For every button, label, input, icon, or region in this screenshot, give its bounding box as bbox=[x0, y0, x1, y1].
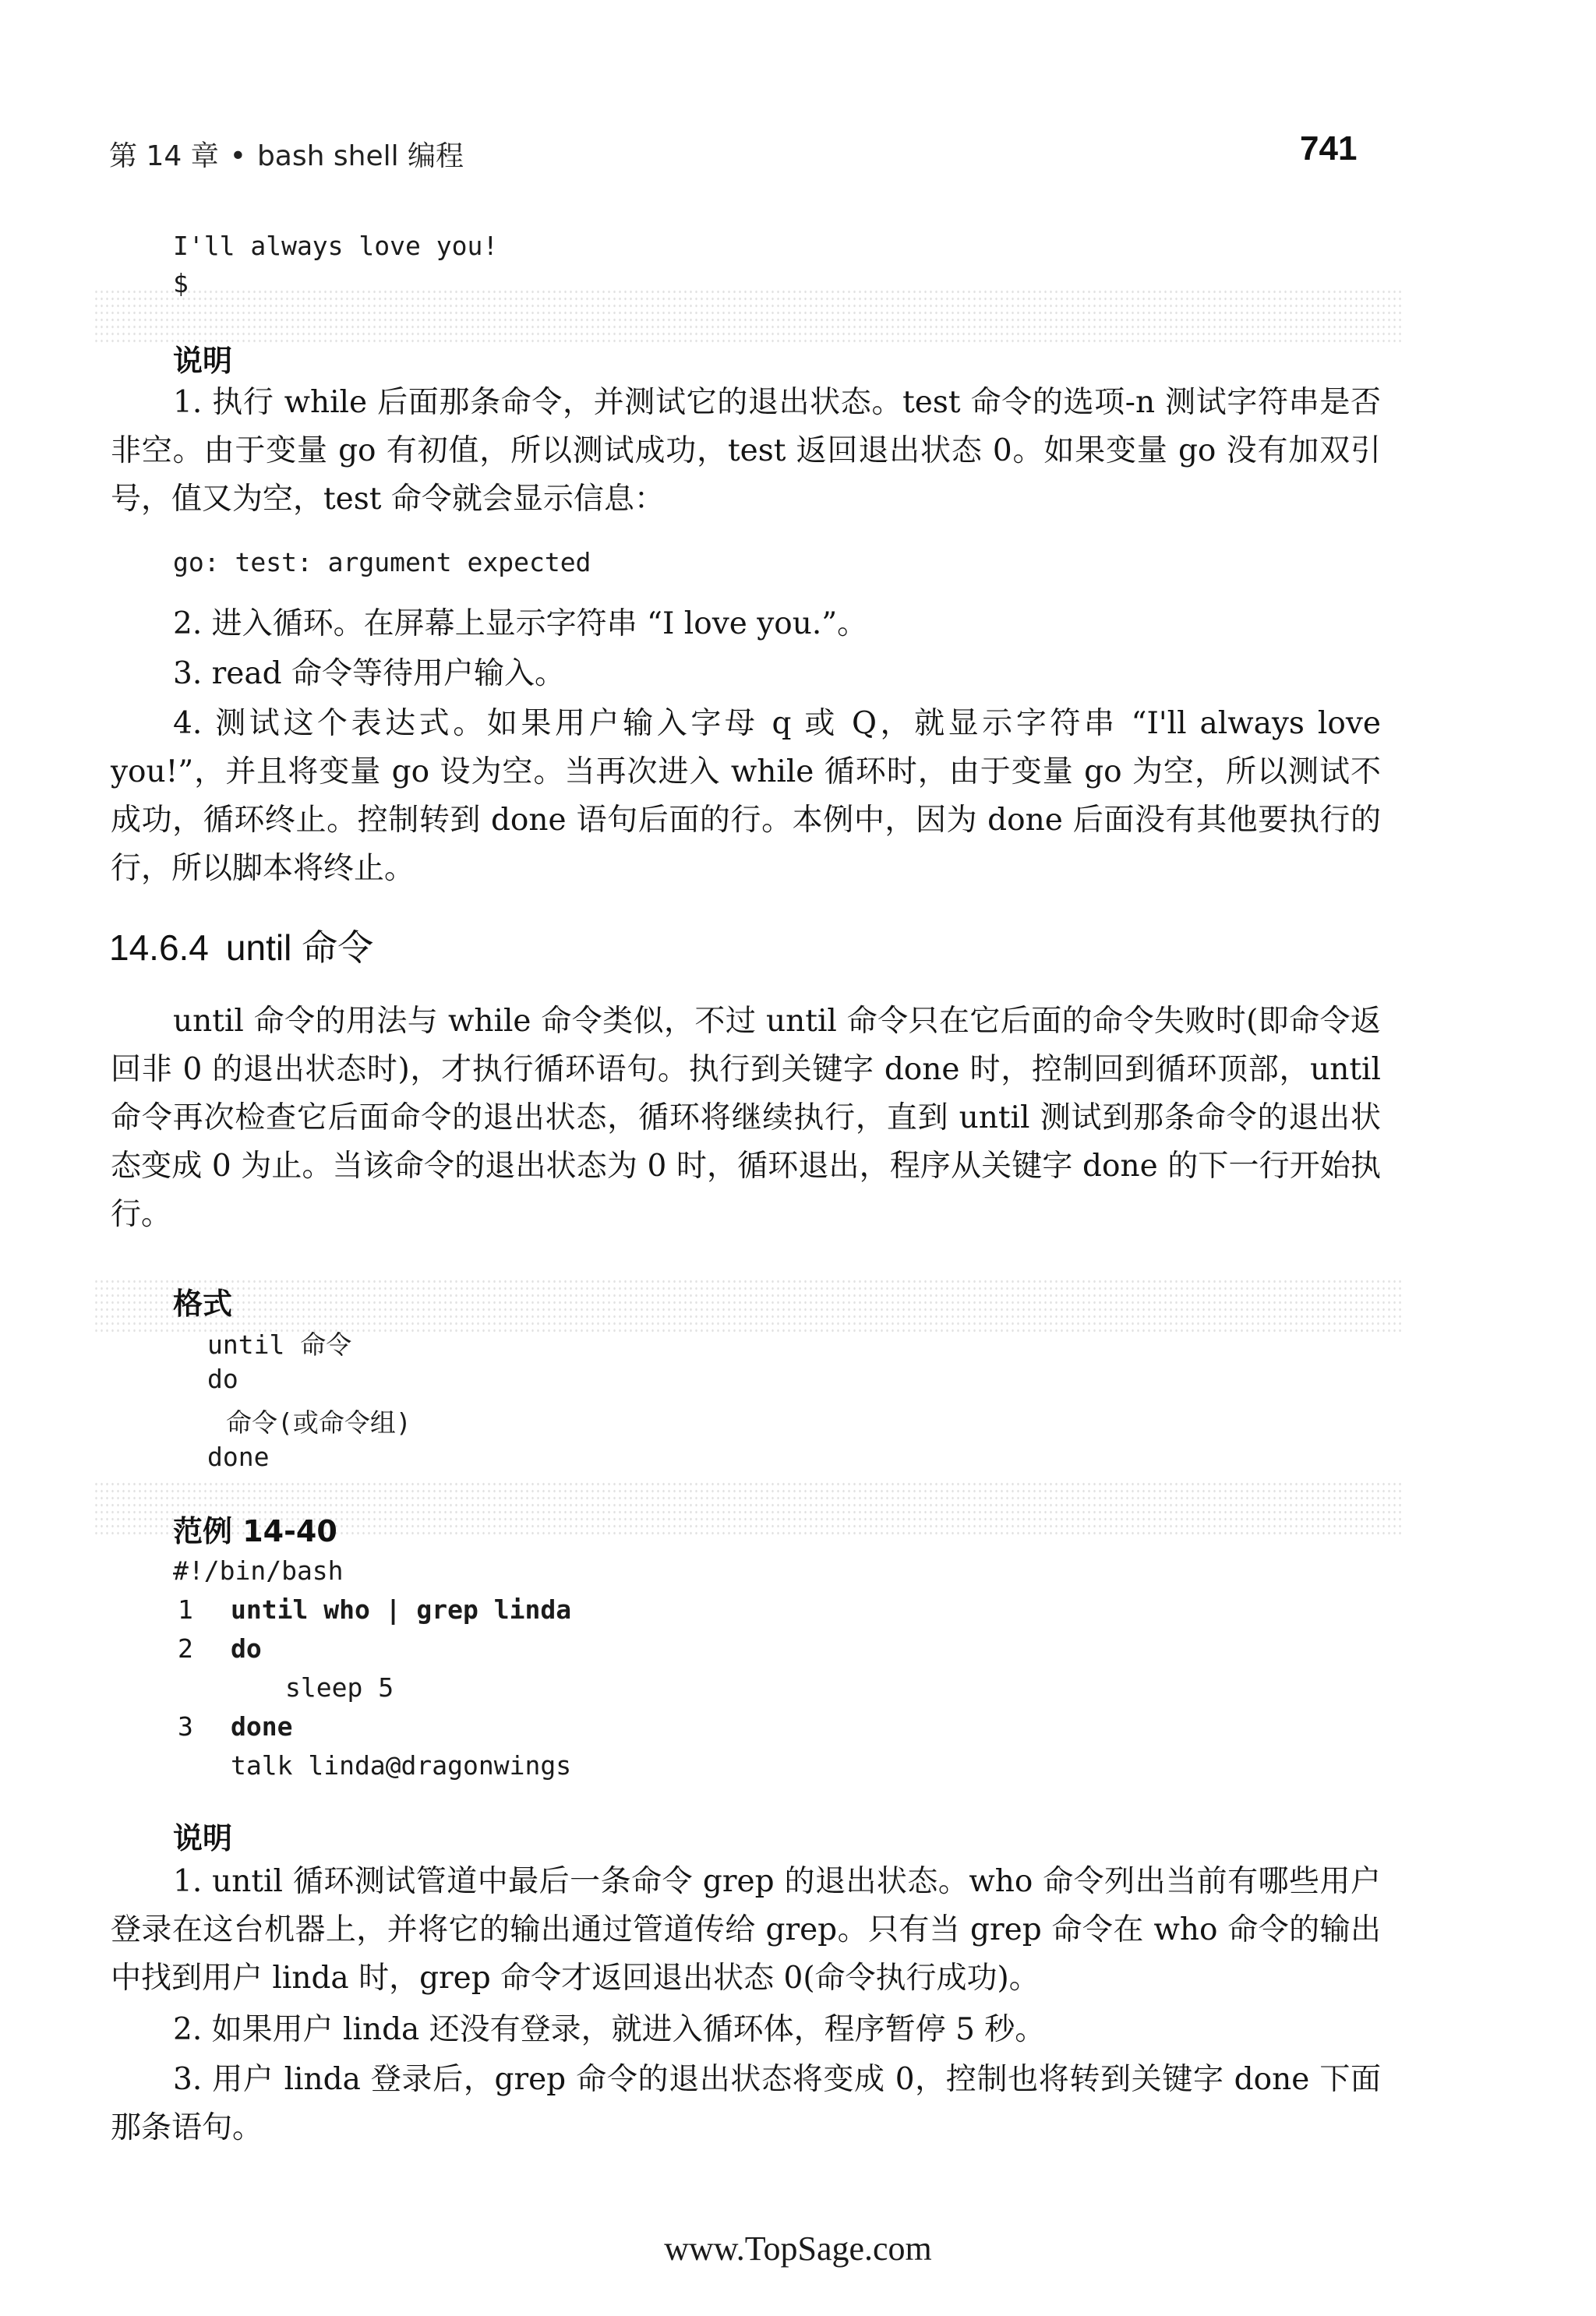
code-line-number: 3 bbox=[178, 1711, 193, 1742]
code-line: do bbox=[231, 1633, 262, 1664]
explanation-item-2: 2. 如果用户 linda 还没有登录，就进入循环体，程序暂停 5 秒。 bbox=[173, 2012, 1046, 2047]
page-number: 741 bbox=[1300, 129, 1358, 168]
format-label: 格式 bbox=[173, 1287, 233, 1321]
chapter-title: bash shell 编程 bbox=[256, 140, 464, 172]
explanation-item-3: 3. read 命令等待用户输入。 bbox=[173, 656, 565, 691]
format-line: do bbox=[207, 1364, 238, 1394]
error-message-code: go: test: argument expected bbox=[173, 547, 591, 577]
code-line: talk linda@dragonwings bbox=[231, 1750, 572, 1781]
code-line-number: 1 bbox=[178, 1594, 193, 1625]
running-header bbox=[109, 134, 464, 174]
format-line: 命令(或命令组) bbox=[226, 1407, 411, 1438]
section-paragraph: until 命令的用法与 while 命令类似，不过 until 命令只在它后面的命令失败时(即命令返回非 0 的退出状态时)，才执行循环语句。执行到关键字 done 时，控制回到循环顶部，until 命令再次检查它后面命令的退出状态，循环将继续执行，直到 until 测试到那条命令的退出状态变成 0 为止。当该命令的退出状态为 0 时，循环退出，程序从关键字 done 的下一行开始执行。 bbox=[111, 1004, 1381, 1232]
format-line: until 命令 bbox=[207, 1329, 352, 1360]
code-prompt: $ bbox=[173, 268, 189, 298]
format-line: done bbox=[207, 1442, 270, 1472]
code-line: sleep 5 bbox=[285, 1672, 394, 1703]
code-shebang: #!/bin/bash bbox=[173, 1555, 344, 1586]
explanation-label: 说明 bbox=[173, 1821, 233, 1855]
explanation-item-2: 2. 进入循环。在屏幕上显示字符串 “I love you.”。 bbox=[173, 606, 868, 641]
example-label: 范例 14-40 bbox=[173, 1514, 337, 1548]
code-line-number: 2 bbox=[178, 1633, 193, 1664]
code-line: until who | grep linda bbox=[231, 1594, 572, 1625]
scan-noise-band bbox=[94, 288, 1403, 343]
section-title: until 命令 bbox=[225, 927, 374, 968]
explanation-item-1: 1. 执行 while 后面那条命令，并测试它的退出状态。test 命令的选项-n 测试字符串是否非空。由于变量 go 有初值，所以测试成功，test 返回退出状态 0。如果变量 go 没有加双引号，值又为空，test 命令就会显示信息： bbox=[111, 385, 1381, 517]
explanation-item-4: 4. 测试这个表达式。如果用户输入字母 q 或 Q，就显示字符串 “I'll always love you!”，并且将变量 go 设为空。当再次进入 while 循环时，由于变量 go 为空，所以测试不成功，循环终止。控制转到 done 语句后面的行。本例中，因为 done 后面没有其他要执行的行，所以脚本将终止。 bbox=[111, 706, 1382, 886]
chapter-label: 第 14 章 bbox=[109, 140, 219, 172]
footer-url: www.TopSage.com bbox=[664, 2230, 932, 2268]
section-heading bbox=[109, 920, 373, 971]
explanation-item-3: 3. 用户 linda 登录后，grep 命令的退出状态将变成 0，控制也将转到关键字 done 下面那条语句。 bbox=[111, 2062, 1381, 2145]
explanation-item-1: 1. until 循环测试管道中最后一条命令 grep 的退出状态。who 命令列出当前有哪些用户登录在这台机器上，并将它的输出通过管道传给 grep。只有当 grep 命令在 who 命令的输出中找到用户 linda 时，grep 命令才返回退出状态 0(命令执行成功)。 bbox=[111, 1864, 1381, 1996]
section-number: 14.6.4 bbox=[109, 927, 209, 968]
explanation-label: 说明 bbox=[173, 344, 233, 378]
code-line: done bbox=[231, 1711, 293, 1742]
code-output-line: I'll always love you! bbox=[173, 231, 499, 261]
header-separator: • bbox=[229, 140, 246, 172]
